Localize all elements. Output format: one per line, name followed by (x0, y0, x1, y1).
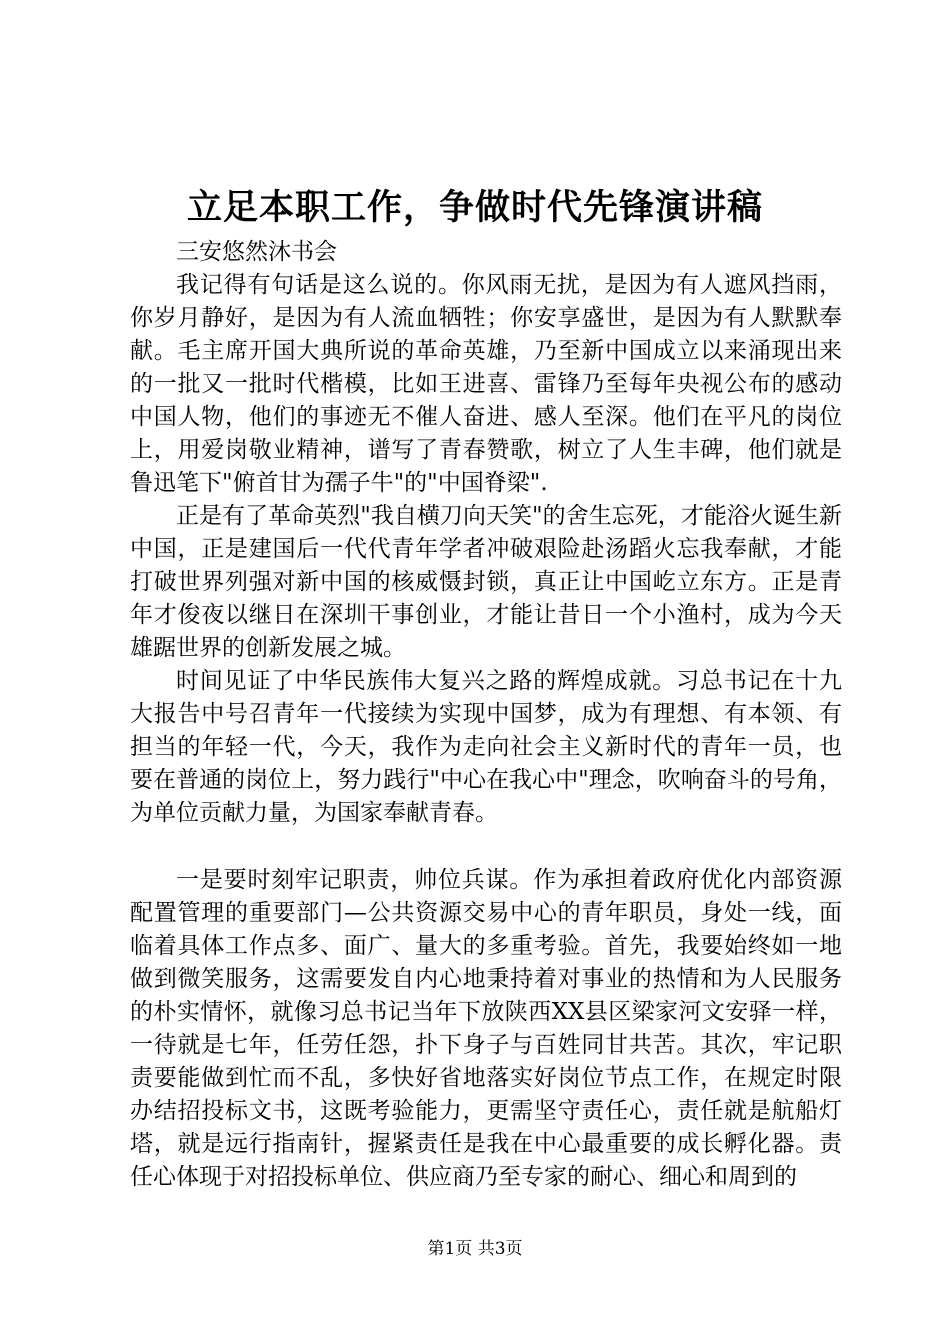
paragraph-3: 时间见证了中华民族伟大复兴之路的辉煌成就。习总书记在十九大报告中号召青年一代接续为实现中国梦，成为有理想、有本领、有担当的年轻一代，今天，我作为走向社会主义新时代的青年一员，也要在普通的岗位上，努力践行"中心在我心中"理念，吹响奋斗的号角，为单位贡献力量，为国家奉献青春。 (130, 668, 842, 826)
paragraph-4: 一是要时刻牢记职责，帅位兵谋。作为承担着政府优化内部资源配置管理的重要部门—公共资源交易中心的青年职员，身处一线，面临着具体工作点多、面广、量大的多重考验。首先，我要始终如一地做到微笑服务，这需要发自内心地秉持着对事业的热情和为人民服务的朴实情怀，就像习总书记当年下放陕西XX县区梁家河文安驿一样，一待就是七年，任劳任怨，扑下身子与百姓同甘共苦。其次，牢记职责要能做到忙而不乱，多快好省地落实好岗位节点工作，在规定时限办结招投标文书，这既考验能力，更需坚守责任心，责任就是航船灯塔，就是远行指南针，握紧责任是我在中心最重要的成长孵化器。责任心体现于对招投标单位、供应商乃至专家的耐心、细心和周到的 (130, 867, 842, 1190)
paragraph-2: 正是有了革命英烈"我自横刀向天笑"的舍生忘死，才能浴火诞生新中国，正是建国后一代代青年学者冲破艰险赴汤蹈火忘我奉献，才能打破世界列强对新中国的核威慑封锁，真正让中国屹立东方。正是青年才俊夜以继日在深圳干事创业，才能让昔日一个小渔村，成为今天雄踞世界的创新发展之城。 (130, 503, 842, 661)
paragraph-1: 我记得有句话是这么说的。你风雨无扰，是因为有人遮风挡雨，你岁月静好，是因为有人流血牺牲；你安享盛世，是因为有人默默奉献。毛主席开国大典所说的革命英雄，乃至新中国成立以来涌现出来的一批又一批时代楷模，比如王进喜、雷锋乃至每年央视公布的感动中国人物，他们的事迹无不催人奋进、感人至深。他们在平凡的岗位上，用爱岗敬业精神，谱写了青春赞歌，树立了人生丰碑，他们就是鲁迅笔下"俯首甘为孺子牛"的"中国脊梁". (130, 272, 842, 496)
page-footer: 第1页 共3页 (427, 1239, 523, 1259)
document-body (130, 236, 842, 1194)
author-line: 三安悠然沐书会 (176, 239, 337, 265)
paragraph-gap (130, 830, 842, 864)
document-title: 立足本职工作，争做时代先锋演讲稿 (186, 188, 763, 228)
